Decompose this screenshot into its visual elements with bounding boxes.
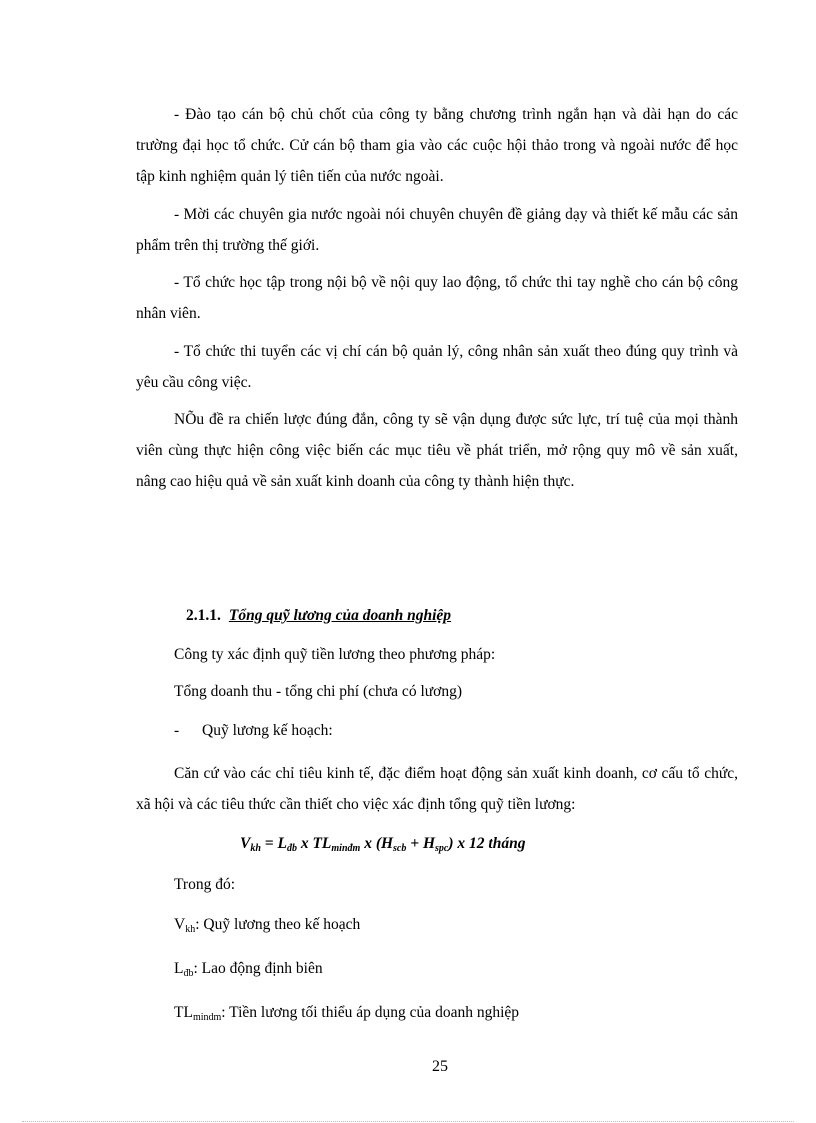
definition-tlmindm: $TL_{mindm}$: Tiền lương tối thiểu áp dụng của doanh nghiệp <box>174 1004 520 1023</box>
bullet-line <box>174 720 333 742</box>
paragraph-basis: Căn cứ vào các chỉ tiêu kinh tế, đặc điểm hoạt động sản xuất kinh doanh, cơ cấu tổ chức, xã hội và các tiêu thức cần thiết cho việc xác định tổng quỹ tiền lương: <box>136 765 738 813</box>
page-number: 25 <box>432 1058 448 1075</box>
definitions-intro: Trong đó: <box>174 876 236 893</box>
section-heading <box>186 604 451 628</box>
definition-ldb: $L_{đb}$: Lao động định biên <box>174 960 323 979</box>
section-number: 2.1.1. <box>186 607 221 624</box>
paragraph-recruitment: - Tổ chức thi tuyển các vị chí cán bộ quản lý, công nhân sản xuất theo đúng quy trình và yêu cầu công việc. <box>136 343 738 391</box>
definition-vkh: $V_{kh}$: Quỹ lương theo kế hoạch <box>174 916 361 935</box>
method-formula: Tổng doanh thu - tổng chi phí (chưa có lương) <box>174 683 463 700</box>
paragraph-internal-training: - Tổ chức học tập trong nội bộ về nội quy lao động, tổ chức thi tay nghề cho cán bộ công nhân viên. <box>136 274 738 322</box>
method-intro: Công ty xác định quỹ tiền lương theo phương pháp: <box>174 646 496 663</box>
salary-formula: $V_{kh} = L_{đb}$ x $TL_{minđm}$ x $(H_{scb} + H_{spc})$ x 12 tháng <box>240 835 526 854</box>
bullet-text: Quỹ lương kế hoạch: <box>202 722 333 739</box>
paragraph-training: - Đào tạo cán bộ chủ chốt của công ty bằng chương trình ngắn hạn và dài hạn do các trường đại học tổ chức. Cử cán bộ tham gia vào các cuộc hội thảo trong và ngoài nước để học tập kinh nghiệm quản lý tiên tiến của nước ngoài. <box>136 106 738 185</box>
paragraph-experts: - Mời các chuyên gia nước ngoài nói chuyên chuyên đề giảng dạy và thiết kế mẫu các sản phẩm trên thị trường thế giới. <box>136 206 738 254</box>
section-title: Tổng quỹ lương của doanh nghiệp <box>228 607 452 624</box>
paragraph-strategy: NÕu đề ra chiến lược đúng đắn, công ty sẽ vận dụng được sức lực, trí tuệ của mọi thành viên cùng thực hiện công việc biến các mục tiêu về phát triển, mở rộng quy mô về sản xuất, nâng cao hiệu quả về sản xuất kinh doanh của công ty thành hiện thực. <box>136 411 738 490</box>
page-border-dotted <box>22 1121 794 1122</box>
bullet-dash: - <box>174 722 180 739</box>
